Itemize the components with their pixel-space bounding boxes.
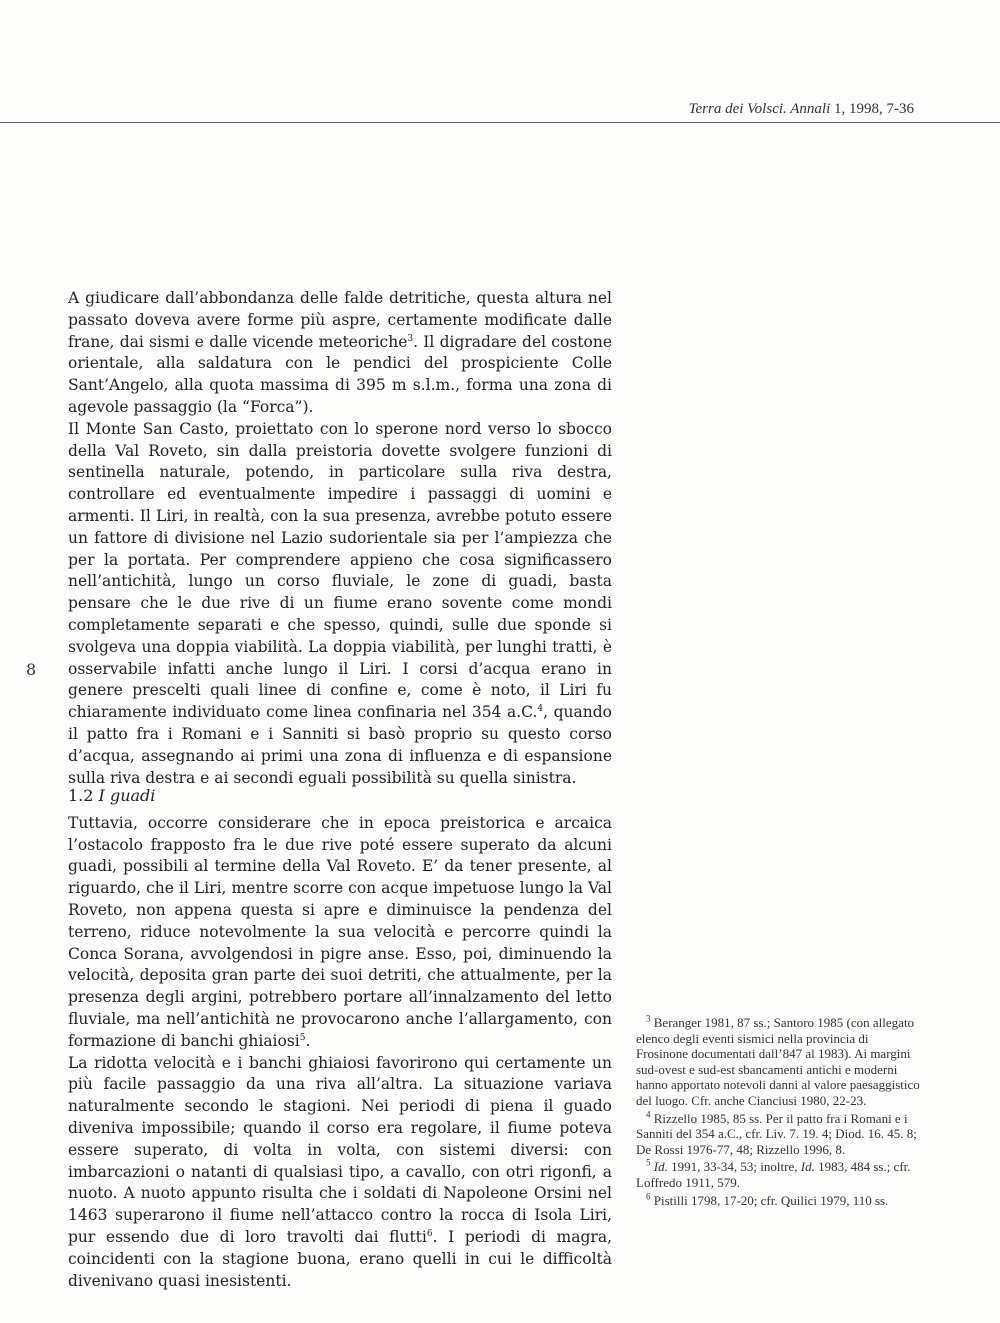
- paragraph-1: [68, 288, 612, 419]
- paragraph-2-text: Il Monte San Casto, proiettato con lo sperone nord verso lo sbocco della Val Roveto, sin dalla preistoria dovette svolgere funzioni di sentinella naturale, potendo, in particolare sulla riva destra, controllare ed eventualmente impedire i passaggi di uomini e armenti. Il Liri, in realtà, con la sua presenza, avrebbe potuto essere un fattore di divisione nel Lazio sudorientale sia per l’ampiezza che per la portata. Per comprendere appieno che cosa significassero nell’antichità, lungo un corso fluviale, le zone di guadi, basta pensare che le due rive di un fiume erano sovente come mondi completamente separati e che spesso, quindi, sulle due sponde si svolgeva una doppia viabilità. La doppia viabilità, per lunghi tratti, è osservabile infatti anche lungo il Liri. I corsi d’acqua erano in genere prescelti quali linee di confine e, come è noto, il Liri fu chiaramente individuato come linea confinaria nel 354 a.C.: [68, 419, 612, 722]
- footnote-ref-5: 5: [299, 1032, 306, 1043]
- footnote-number: 3: [646, 1013, 651, 1024]
- footnote-text: Beranger 1981, 87 ss.; Santoro 1985 (con allegato elenco degli eventi sismici nella provincia di Frosinone documentati dall’847 al 1983). Ai margini sud-ovest e sud-est sbancamenti antichi e moderni hanno apportato notevoli danni al valore paesaggistico del luogo. Cfr. anche Cianciusi 1980, 22-23.: [636, 1015, 920, 1108]
- paragraph-4-text-cont: . I periodi di magra, coincidenti con la stagione buona, erano quelli in cui le difficoltà divenivano quasi inesistenti.: [68, 1227, 612, 1290]
- footnote-ref-4: 4: [537, 703, 544, 714]
- volume-info: 1, 1998, 7-36: [834, 101, 914, 117]
- footnote-number: 5: [646, 1158, 651, 1169]
- footnote-number: 6: [646, 1191, 651, 1202]
- header-rule: [0, 122, 1000, 123]
- footnote-italic: Id.: [800, 1159, 815, 1175]
- footnote-text-cont: 1983, 484 ss.; cfr. Loffredo 1911, 579.: [636, 1159, 911, 1190]
- section-title: I guadi: [98, 786, 156, 805]
- footnote-6: [636, 1193, 922, 1209]
- paragraph-3-text: Tuttavia, occorre considerare che in epoca preistorica e arcaica l’ostacolo frapposto fra le due rive poté essere superato da alcuni guadi, possibili al termine della Val Roveto. E’ da tener presente, al riguardo, che il Liri, mentre scorre con acque impetuose lungo la Val Roveto, non appena questa si apre e diminuisce la pendenza del terreno, riduce notevolmente la sua velocità e percorre quindi la Conca Sorana, avvolgendosi in pigre anse. Esso, poi, diminuendo la velocità, deposita gran parte dei suoi detriti, che attualmente, per la presenza degli argini, potrebbero portare all’innalzamento del letto fluviale, ma nell’antichità ne provocarono anche l’allargamento, con formazione di banchi ghiaiosi: [68, 813, 612, 1050]
- paragraph-1-text-cont: . Il digradare del costone orientale, alla saldatura con le pendici del prospiciente Colle Sant’Angelo, alla quota massima di 395 m s.l.m., forma una zona di agevole passaggio (la “Forca”).: [68, 332, 612, 416]
- paragraph-2-text-cont: , quando il patto fra i Romani e i Sanniti si basò proprio su questo corso d’acqua, assegnando ai primi una zona di influenza e di espansione sulla riva destra e ai secondi eguali possibilità su quella sinistra.: [68, 703, 612, 787]
- footnotes: [636, 1015, 922, 1210]
- running-head: [689, 101, 914, 118]
- paragraph-4: [68, 1053, 612, 1293]
- footnote-number: 4: [646, 1109, 651, 1120]
- footnote-italic: Id.: [653, 1159, 668, 1175]
- footnote-text: 1991, 33-34, 53; inoltre,: [667, 1159, 801, 1175]
- body-text-lower: [68, 785, 612, 1292]
- page-number: 8: [26, 660, 37, 679]
- journal-title: Terra dei Volsci. Annali: [688, 101, 831, 117]
- paragraph-1-text: A giudicare dall’abbondanza delle falde detritiche, questa altura nel passato doveva avere forme più aspre, certamente modificate dalle frane, dai sismi e dalle vicende meteoriche: [68, 289, 612, 351]
- footnote-3: [636, 1015, 922, 1109]
- footnote-4: [636, 1111, 922, 1158]
- footnote-text: Rizzello 1985, 85 ss. Per il patto fra i Romani e i Sanniti del 354 a.C., cfr. Liv. 7. 19. 4; Diod. 16. 45. 8; De Rossi 1976-77, 48; Rizzello 1996, 8.: [636, 1110, 917, 1157]
- footnote-text: Pistilli 1798, 17-20; cfr. Quilici 1979, 110 ss.: [653, 1192, 889, 1208]
- paragraph-4-text: La ridotta velocità e i banchi ghiaiosi favorirono qui certamente un più facile passaggio da una riva all’altra. La situazione variava naturalmente secondo le stagioni. Nei periodi di piena il guado diveniva impossibile; quando il corso era regolare, il fiume poteva essere superato, di volta in volta, con sistemi diversi: con imbarcazioni o natanti di qualsiasi tipo, a cavallo, con otri rigonfi, a nuoto. A nuoto appunto risulta che i soldati di Napoleone Orsini nel 1463 superarono il fiume nell’attacco contro la rocca di Isola Liri, pur essendo due di loro travolti dai flutti: [68, 1053, 612, 1246]
- paragraph-3: [68, 813, 612, 1053]
- section-heading: [68, 785, 612, 807]
- footnote-ref-6: 6: [426, 1228, 433, 1239]
- paragraph-2: [68, 419, 612, 790]
- footnote-5: [636, 1159, 922, 1190]
- section-number: 1.2: [68, 786, 94, 805]
- body-text-upper: [68, 288, 612, 789]
- paragraph-3-text-cont: .: [305, 1031, 311, 1050]
- footnote-ref-3: 3: [407, 333, 414, 344]
